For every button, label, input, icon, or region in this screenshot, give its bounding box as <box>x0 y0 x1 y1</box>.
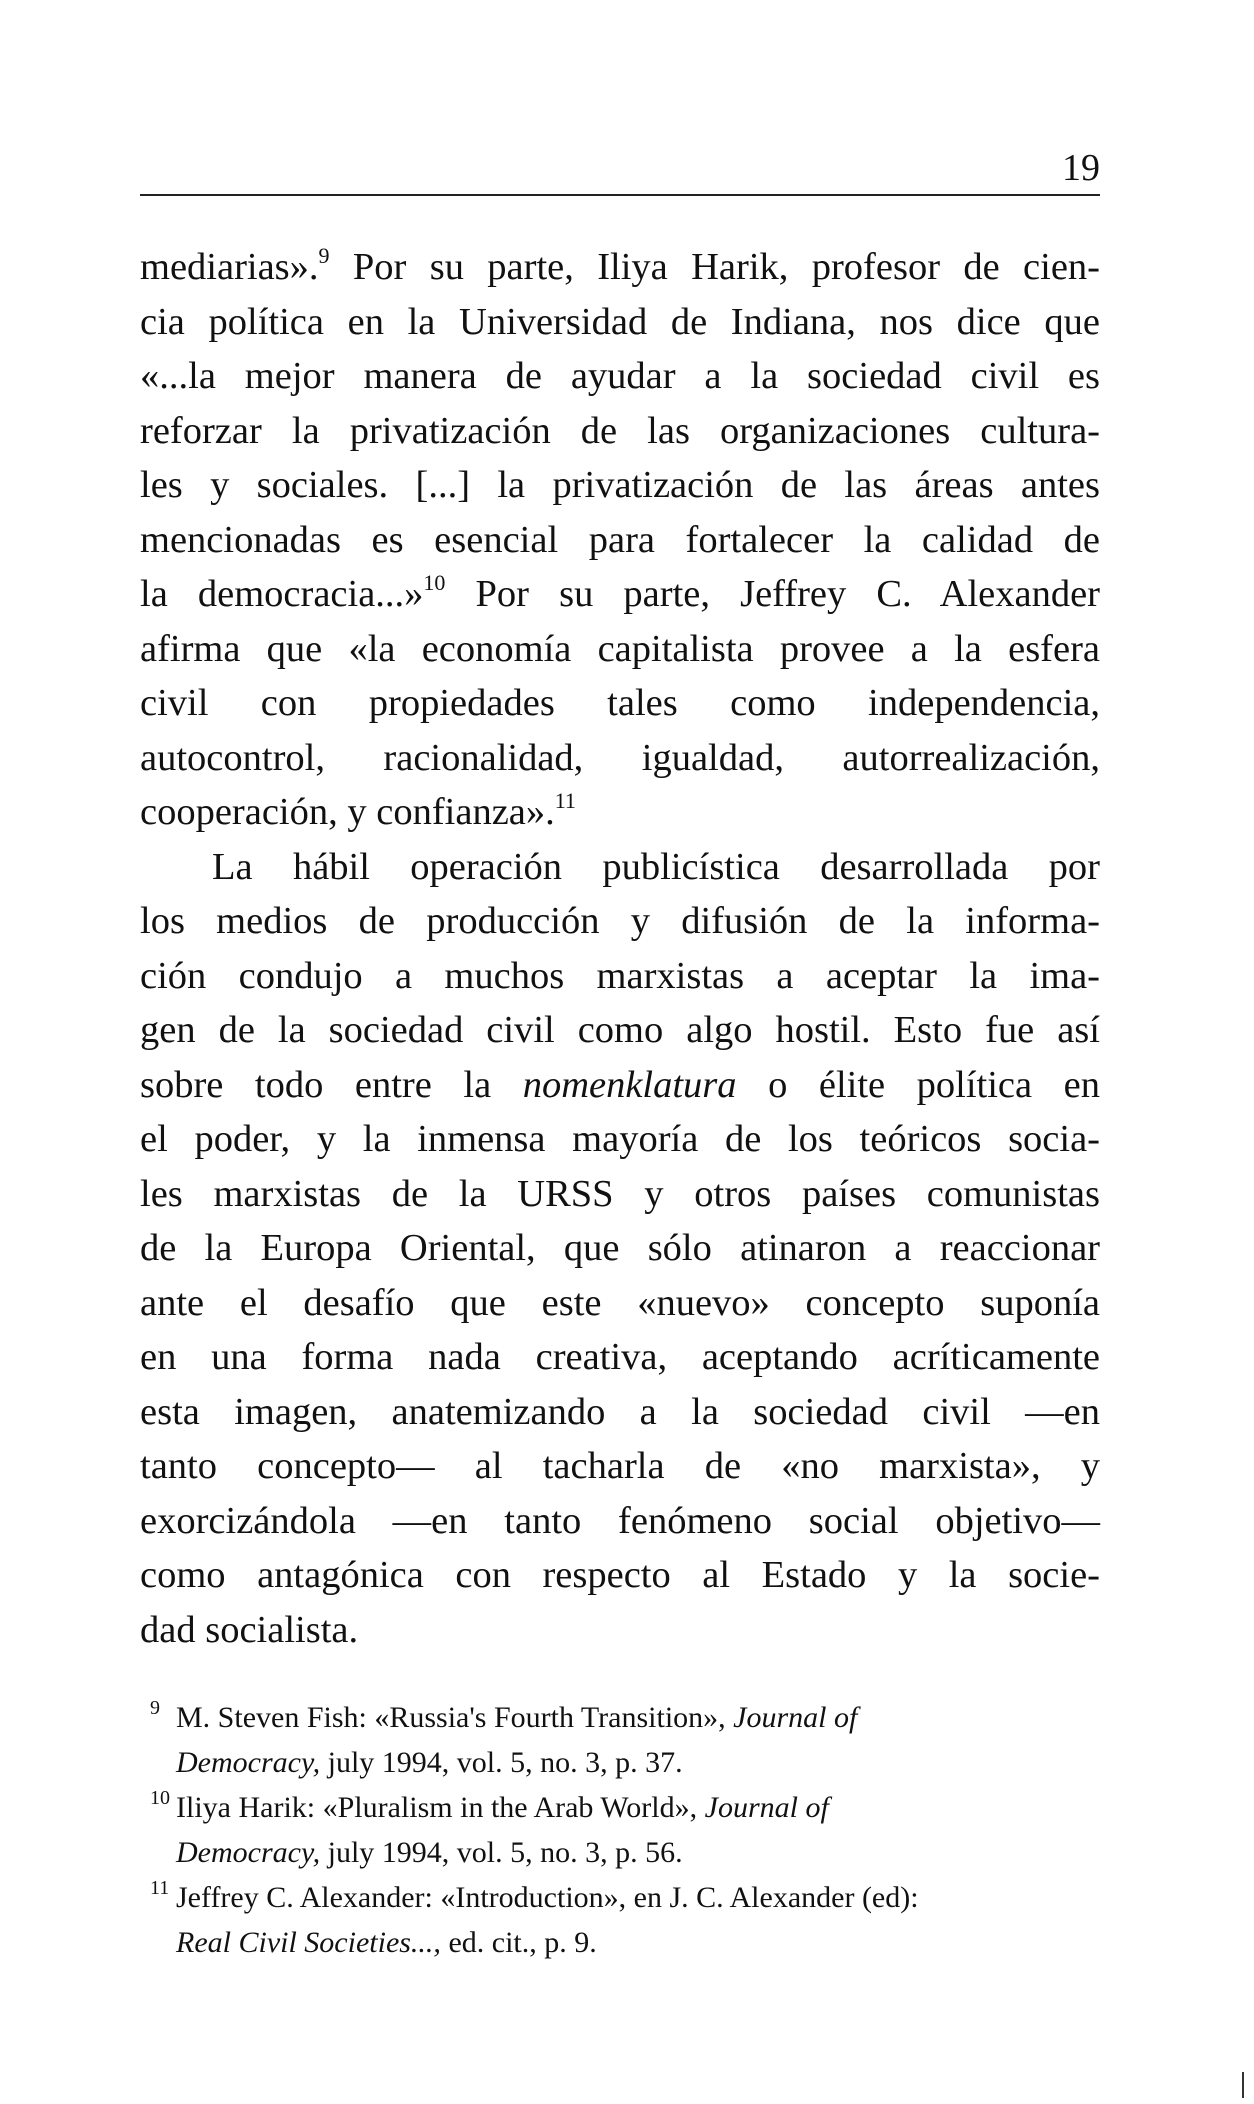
text-line: «...la mejor manera de ayudar a la sociedad civil es <box>140 355 1100 397</box>
footnote-ref-11: 11 <box>554 788 576 813</box>
footnote-line: Democracy, july 1994, vol. 5, no. 3, p. 56. <box>176 1836 683 1869</box>
text-line: mencionadas es esencial para fortalecer la calidad de <box>140 518 1100 561</box>
footnote-ref-9: 9 <box>318 243 330 268</box>
footnote-10 <box>150 1785 1100 1875</box>
text-line: les y sociales. [...] la privatización de las áreas antes <box>140 464 1100 506</box>
text-line: exorcizándola —en tanto fenómeno social objetivo— <box>140 1499 1100 1542</box>
text-line: dad socialista. <box>140 1608 359 1651</box>
page-number: 19 <box>1062 147 1100 189</box>
page-header <box>140 148 1100 208</box>
text-line: de la Europa Oriental, que sólo atinaron a reaccionar <box>140 1227 1100 1269</box>
text-line: la democracia...»$^{10}$ Por su parte, Jeffrey C. Alexander <box>140 570 1100 615</box>
footnote-11 <box>150 1875 1100 1965</box>
footnote-line: Jeffrey C. Alexander: «Introduction», en J. C. Alexander (ed): <box>176 1881 919 1914</box>
footnote-number: 9 <box>150 1697 160 1719</box>
footnote-line: M. Steven Fish: «Russia's Fourth Transition», Journal of <box>176 1701 858 1734</box>
text-line: civil con propiedades tales como independencia, <box>140 682 1100 724</box>
footnote-line: Democracy, july 1994, vol. 5, no. 3, p. 37. <box>176 1746 683 1779</box>
italic-term: nomenklatura <box>522 1063 737 1106</box>
paragraph-2 <box>140 840 1100 1658</box>
page-edge-mark <box>1242 2072 1244 2098</box>
footnote-number: 11 <box>150 1877 170 1899</box>
footnote-9 <box>150 1695 1100 1785</box>
text-line: los medios de producción y difusión de la informa- <box>140 900 1100 942</box>
text-line: tanto concepto— al tacharla de «no marxista», y <box>140 1445 1100 1487</box>
footnote-number: 10 <box>150 1787 170 1809</box>
text-line: mediarias».$^9$ Por su parte, Iliya Harik, profesor de cien- <box>140 243 1100 288</box>
text-line: afirma que «la economía capitalista provee a la esfera <box>140 627 1100 670</box>
footnote-line: Iliya Harik: «Pluralism in the Arab World», Journal of <box>176 1791 829 1824</box>
text-line: el poder, y la inmensa mayoría de los teóricos socia- <box>140 1118 1100 1160</box>
text-line: cia política en la Universidad de Indiana, nos dice que <box>140 300 1100 343</box>
text-line: sobre todo entre la nomenklatura o élite política en <box>140 1063 1100 1106</box>
text-line: esta imagen, anatemizando a la sociedad civil —en <box>140 1390 1100 1433</box>
text-line: reforzar la privatización de las organizaciones cultura- <box>140 409 1100 452</box>
text-line: en una forma nada creativa, aceptando acríticamente <box>140 1336 1100 1378</box>
text-line: como antagónica con respecto al Estado y la socie- <box>140 1554 1100 1596</box>
body-text <box>140 240 1100 1657</box>
text-line: autocontrol, racionalidad, igualdad, autorrealización, <box>140 736 1100 779</box>
header-rule <box>140 194 1100 196</box>
footnote-line: Real Civil Societies..., ed. cit., p. 9. <box>176 1926 597 1959</box>
footnote-ref-10: 10 <box>423 570 446 595</box>
text-line: cooperación, y confianza».$^{11}$ <box>140 788 576 833</box>
text-line: gen de la sociedad civil como algo hostil. Esto fue así <box>140 1009 1100 1051</box>
text-line: les marxistas de la URSS y otros países comunistas <box>140 1172 1100 1215</box>
footnotes <box>150 1695 1100 1965</box>
paragraph-1 <box>140 240 1100 840</box>
text-line: ción condujo a muchos marxistas a aceptar la ima- <box>140 954 1100 997</box>
text-line: La hábil operación publicística desarrollada por <box>212 845 1100 888</box>
text-line: ante el desafío que este «nuevo» concepto suponía <box>140 1281 1100 1324</box>
